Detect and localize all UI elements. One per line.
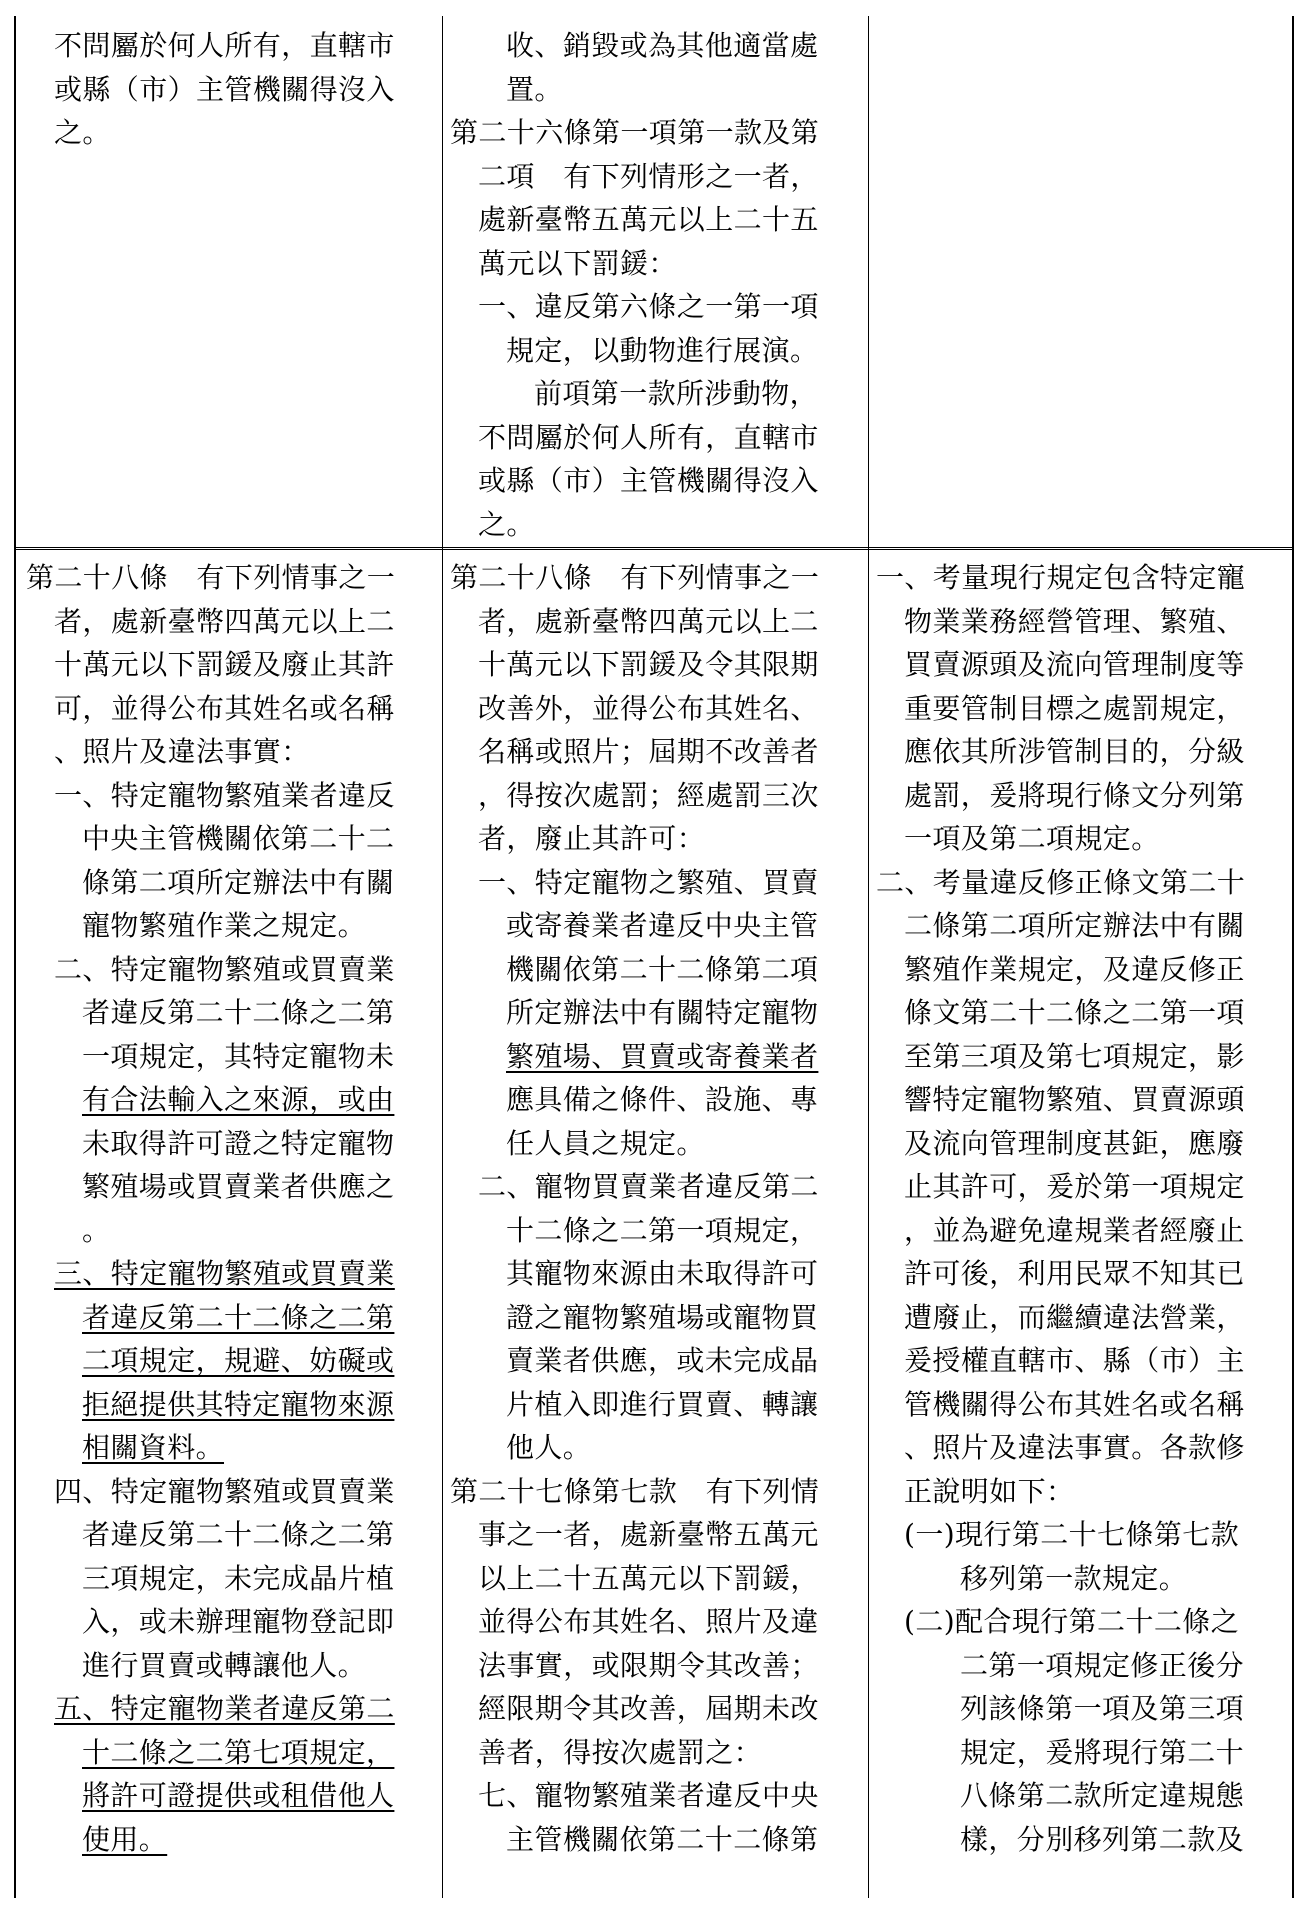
text-line: 五、特定寵物業者違反第二 — [54, 1692, 395, 1725]
text-line: 二條第二項所定辦法中有關 — [904, 909, 1245, 942]
text-line: 第二十八條 有下列情事之一 — [450, 561, 820, 594]
text-line: 或縣（市）主管機關得沒入 — [54, 72, 395, 106]
text-line: 二項 有下列情形之一者， — [478, 159, 819, 193]
text-line: 二第一項規定修正後分 — [960, 1648, 1245, 1682]
text-line: 樣，分別移列第二款及 — [960, 1822, 1245, 1856]
text-line: 收、銷毀或為其他適當處 — [506, 29, 819, 62]
row2-amended-article — [450, 556, 860, 1896]
text-line: 不問屬於何人所有，直轄市 — [478, 420, 819, 454]
text-line: 響特定寵物繁殖、買賣源頭 — [904, 1083, 1245, 1116]
text-line: 機關依第二十二條第二項 — [506, 952, 819, 986]
text-line: 者違反第二十二條之二第 — [82, 996, 395, 1029]
text-line: 八條第二款所定違規態 — [960, 1779, 1245, 1812]
text-line: 買賣源頭及流向管理制度等 — [904, 648, 1245, 681]
row2-explanation — [876, 556, 1286, 1896]
text-line: 應具備之條件、設施、專 — [506, 1083, 819, 1116]
text-line: 一、特定寵物之繁殖、買賣 — [478, 865, 819, 899]
text-line: 三項規定，未完成晶片植 — [82, 1561, 395, 1595]
text-line: 事之一者，處新臺幣五萬元 — [478, 1518, 819, 1551]
text-line: 十萬元以下罰鍰及廢止其許 — [54, 648, 395, 681]
text-line: 管機關得公布其姓名或名稱 — [904, 1387, 1245, 1421]
text-line: 可，並得公布其姓名或名稱 — [54, 691, 395, 725]
row-divider — [16, 547, 1292, 550]
text-line: 處新臺幣五萬元以上二十五 — [478, 203, 819, 236]
text-line: 處罰，爰將現行條文分列第 — [904, 778, 1245, 812]
text-line: 賣業者供應，或未完成晶 — [506, 1344, 819, 1377]
text-line: (二)配合現行第二十二條之 — [904, 1605, 1240, 1638]
text-line: 所定辦法中有關特定寵物 — [506, 996, 819, 1029]
text-line: 應依其所涉管制目的，分級 — [904, 735, 1245, 768]
text-line: 進行買賣或轉讓他人。 — [82, 1648, 367, 1682]
text-line: 條文第二十二條之二第一項 — [904, 996, 1245, 1029]
text-line: 寵物繁殖作業之規定。 — [82, 909, 367, 942]
text-line: 物業業務經營管理、繁殖、 — [904, 604, 1245, 638]
text-line: 或寄養業者違反中央主管 — [506, 909, 819, 942]
text-line: 其寵物來源由未取得許可 — [506, 1257, 819, 1290]
column-divider-1 — [442, 16, 443, 1898]
text-line: 入，或未辦理寵物登記即 — [82, 1605, 395, 1638]
text-line: 將許可證提供或租借他人 — [82, 1779, 395, 1812]
text-line: 繁殖場、買賣或寄養業者 — [506, 1039, 819, 1073]
text-line: 他人。 — [506, 1431, 592, 1464]
text-line: 名稱或照片；屆期不改善者 — [478, 735, 819, 768]
text-line: 規定，爰將現行第二十 — [960, 1735, 1245, 1769]
text-line: 第二十七條第七款 有下列情 — [450, 1474, 820, 1508]
text-line: 者違反第二十二條之二第 — [82, 1518, 395, 1551]
text-line: 相關資料。 — [82, 1431, 225, 1464]
text-line: 者，處新臺幣四萬元以上二 — [54, 604, 395, 638]
text-line: 片植入即進行買賣、轉讓 — [506, 1387, 819, 1421]
text-line: 者，處新臺幣四萬元以上二 — [478, 604, 819, 638]
text-line: 不問屬於何人所有，直轄市 — [54, 29, 395, 62]
text-line: 爰授權直轄市、縣（市）主 — [904, 1344, 1245, 1377]
text-line: ，得按次處罰；經處罰三次 — [478, 778, 819, 812]
comparison-table — [14, 16, 1294, 1898]
row1-amended-text — [450, 24, 860, 544]
text-line: 。 — [82, 1213, 111, 1247]
text-line: 主管機關依第二十二條第 — [506, 1822, 819, 1856]
text-line: 二項規定，規避、妨礙或 — [82, 1344, 395, 1377]
text-line: 者，廢止其許可： — [478, 822, 706, 855]
text-line: 列該條第一項及第三項 — [960, 1692, 1245, 1725]
text-line: 遭廢止，而繼續違法營業， — [904, 1300, 1245, 1334]
text-line: 、照片及違法事實。各款修 — [904, 1431, 1245, 1464]
text-line: 及流向管理制度甚鉅，應廢 — [904, 1126, 1245, 1160]
text-line: 條第二項所定辦法中有關 — [82, 865, 395, 899]
text-line: 之。 — [478, 507, 535, 541]
text-line: 善者，得按次處罰之： — [478, 1735, 763, 1769]
text-line: 繁殖作業規定，及違反修正 — [904, 952, 1245, 986]
text-line: 改善外，並得公布其姓名、 — [478, 691, 819, 725]
text-line: 至第三項及第七項規定，影 — [904, 1039, 1245, 1073]
text-line: 置。 — [506, 72, 563, 106]
text-line: 中央主管機關依第二十二 — [82, 822, 395, 855]
text-line: 一項及第二項規定。 — [904, 822, 1160, 855]
text-line: 任人員之規定。 — [506, 1126, 705, 1160]
text-line: 十二條之二第七項規定， — [82, 1735, 395, 1769]
text-line: 之。 — [54, 116, 111, 149]
text-line: 前項第一款所涉動物， — [534, 377, 819, 410]
text-line: 一、違反第六條之一第一項 — [478, 290, 819, 323]
text-line: 許可後，利用民眾不知其已 — [904, 1257, 1245, 1290]
text-line: (一)現行第二十七條第七款 — [904, 1518, 1240, 1551]
text-line: 法事實，或限期令其改善； — [478, 1648, 819, 1682]
text-line: 一項規定，其特定寵物未 — [82, 1039, 395, 1073]
text-line: 或縣（市）主管機關得沒入 — [478, 464, 819, 497]
text-line: 二、考量違反修正條文第二十 — [876, 865, 1246, 899]
text-line: 七、寵物繁殖業者違反中央 — [478, 1779, 819, 1812]
text-line: 止其許可，爰於第一項規定 — [904, 1170, 1245, 1203]
text-line: 移列第一款規定。 — [960, 1561, 1188, 1595]
text-line: 有合法輸入之來源，或由 — [82, 1083, 395, 1116]
text-line: 二、特定寵物繁殖或買賣業 — [54, 952, 395, 986]
text-line: 二、寵物買賣業者違反第二 — [478, 1170, 819, 1203]
text-line: 繁殖場或買賣業者供應之 — [82, 1170, 395, 1203]
text-line: 十萬元以下罰鍰及令其限期 — [478, 648, 819, 681]
text-line: 正說明如下： — [904, 1474, 1075, 1508]
text-line: 三、特定寵物繁殖或買賣業 — [54, 1257, 395, 1290]
text-line: 四、特定寵物繁殖或買賣業 — [54, 1474, 395, 1508]
text-line: 規定，以動物進行展演。 — [506, 333, 819, 367]
column-divider-2 — [868, 16, 869, 1898]
row1-current-text — [26, 24, 436, 544]
text-line: 第二十六條第一項第一款及第 — [450, 116, 820, 149]
row2-current-article — [26, 556, 436, 1896]
text-line: 經限期令其改善，屆期未改 — [478, 1692, 819, 1725]
text-line: 十二條之二第一項規定， — [506, 1213, 819, 1247]
text-line: 一、考量現行規定包含特定寵 — [876, 561, 1246, 594]
text-line: 使用。 — [82, 1822, 168, 1856]
text-line: 拒絕提供其特定寵物來源 — [82, 1387, 395, 1421]
text-line: ，並為避免違規業者經廢止 — [904, 1213, 1245, 1247]
text-line: 以上二十五萬元以下罰鍰， — [478, 1561, 819, 1595]
text-line: 並得公布其姓名、照片及違 — [478, 1605, 819, 1638]
text-line: 一、特定寵物繁殖業者違反 — [54, 778, 395, 812]
text-line: 者違反第二十二條之二第 — [82, 1300, 395, 1334]
text-line: 未取得許可證之特定寵物 — [82, 1126, 395, 1160]
text-line: 證之寵物繁殖場或寵物買 — [506, 1300, 819, 1334]
text-line: 、照片及違法事實： — [54, 735, 310, 768]
text-line: 萬元以下罰鍰： — [478, 246, 677, 280]
text-line: 重要管制目標之處罰規定， — [904, 691, 1245, 725]
text-line: 第二十八條 有下列情事之一 — [26, 561, 396, 594]
